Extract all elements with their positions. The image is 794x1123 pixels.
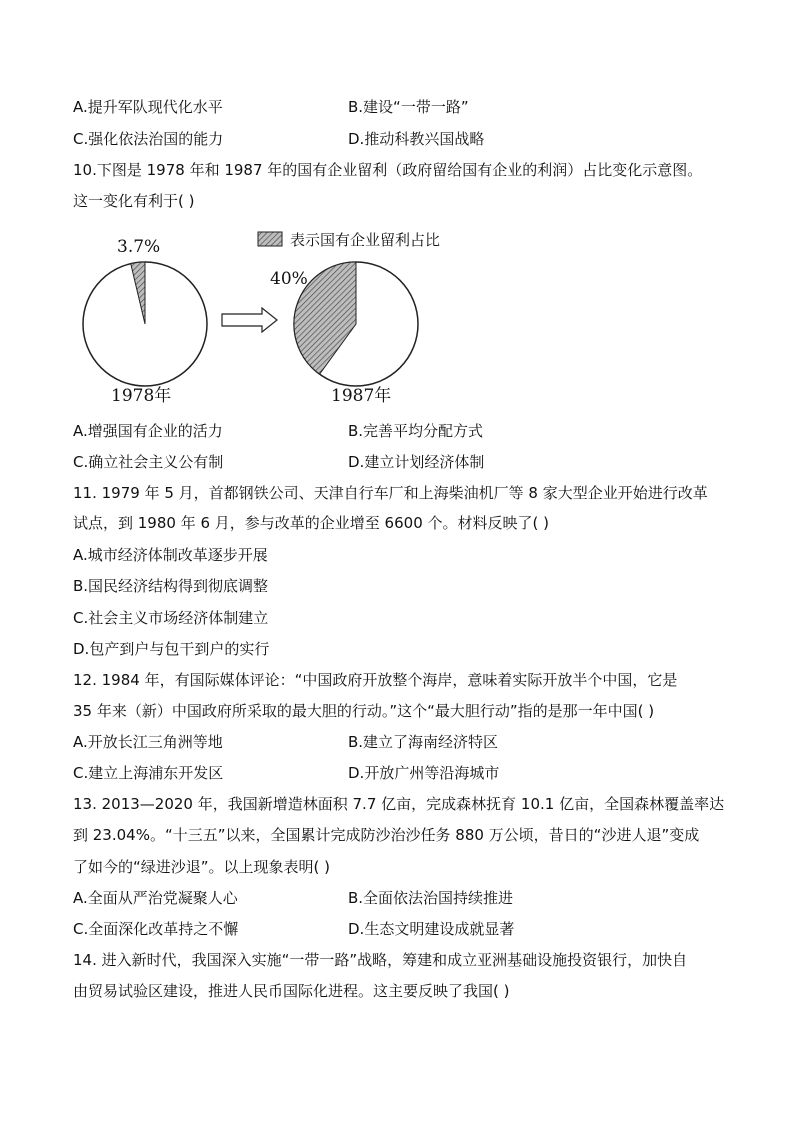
q10-stem-line1: 10.下图是 1978 年和 1987 年的国有企业留利（政府留给国有企业的利润）占比变化示意图。 — [73, 161, 703, 179]
q11-option-c: C.社会主义市场经济体制建立 — [73, 609, 269, 627]
q13-option-b: B.全面依法治国持续推进 — [348, 889, 514, 907]
legend-swatch — [258, 232, 282, 246]
q11-option-a: A.城市经济体制改革逐步开展 — [73, 546, 268, 564]
q9-option-b: B.建设“一带一路” — [348, 98, 469, 116]
pie-1987-pct-label: 40% — [270, 269, 308, 289]
q10-option-a: A.增强国有企业的活力 — [73, 422, 223, 440]
q11-option-b: B.国民经济结构得到彻底调整 — [73, 577, 269, 595]
q12-option-a: A.开放长江三角洲等地 — [73, 733, 223, 751]
q12-stem-line2: 35 年来（新）中国政府所采取的最大胆的行动。”这个“最大胆行动”指的是那一年中国( ) — [73, 702, 655, 720]
q12-option-d: D.开放广州等沿海城市 — [348, 764, 500, 782]
pie-1987-year-label: 1987年 — [331, 386, 392, 406]
pie-1978-year-label: 1978年 — [111, 386, 172, 406]
q11-option-d: D.包产到户与包干到户的实行 — [73, 640, 270, 658]
q13-stem-line2: 到 23.04%。“十三五”以来，全国累计完成防沙治沙任务 880 万公顷，昔日的“沙进人退”变成 — [73, 826, 700, 844]
q12-option-c: C.建立上海浦东开发区 — [73, 764, 224, 782]
q10-pie-figure — [0, 222, 794, 412]
q13-option-a: A.全面从严治党凝聚人心 — [73, 889, 238, 907]
legend-label: 表示国有企业留利占比 — [290, 231, 441, 249]
q11-stem-line1: 11. 1979 年 5 月，首都钢铁公司、天津自行车厂和上海柴油机厂等 8 家大型企业开始进行改革 — [73, 484, 708, 502]
q9-option-c: C.强化依法治国的能力 — [73, 130, 224, 148]
q14-stem-line2: 由贸易试验区建设，推进人民币国际化进程。这主要反映了我国( ) — [73, 982, 510, 1000]
q9-option-d: D.推动科教兴国战略 — [348, 130, 485, 148]
q13-option-c: C.全面深化改革持之不懈 — [73, 920, 239, 938]
q10-option-d: D.建立计划经济体制 — [348, 453, 485, 471]
q10-stem-line2: 这一变化有利于( ) — [73, 192, 195, 210]
q10-option-c: C.确立社会主义公有制 — [73, 453, 224, 471]
q9-option-a: A.提升军队现代化水平 — [73, 98, 223, 116]
q11-stem-line2: 试点，到 1980 年 6 月，参与改革的企业增至 6600 个。材料反映了( ) — [73, 514, 549, 532]
q13-stem-line3: 了如今的“绿进沙退”。以上现象表明( ) — [73, 858, 331, 876]
q10-option-b: B.完善平均分配方式 — [348, 422, 484, 440]
q12-option-b: B.建立了海南经济特区 — [348, 733, 499, 751]
q13-stem-line1: 13. 2013—2020 年，我国新增造林面积 7.7 亿亩，完成森林抚育 10.1 亿亩，全国森林覆盖率达 — [73, 795, 725, 813]
q14-stem-line1: 14. 进入新时代，我国深入实施“一带一路”战略，筹建和成立亚洲基础设施投资银行，加快自 — [73, 951, 688, 969]
q13-option-d: D.生态文明建设成就显著 — [348, 920, 515, 938]
q12-stem-line1: 12. 1984 年，有国际媒体评论：“中国政府开放整个海岸，意味着实际开放半个中国，它是 — [73, 671, 678, 689]
pie-1978-pct-label: 3.7% — [117, 237, 161, 257]
arrow-icon — [222, 308, 277, 332]
